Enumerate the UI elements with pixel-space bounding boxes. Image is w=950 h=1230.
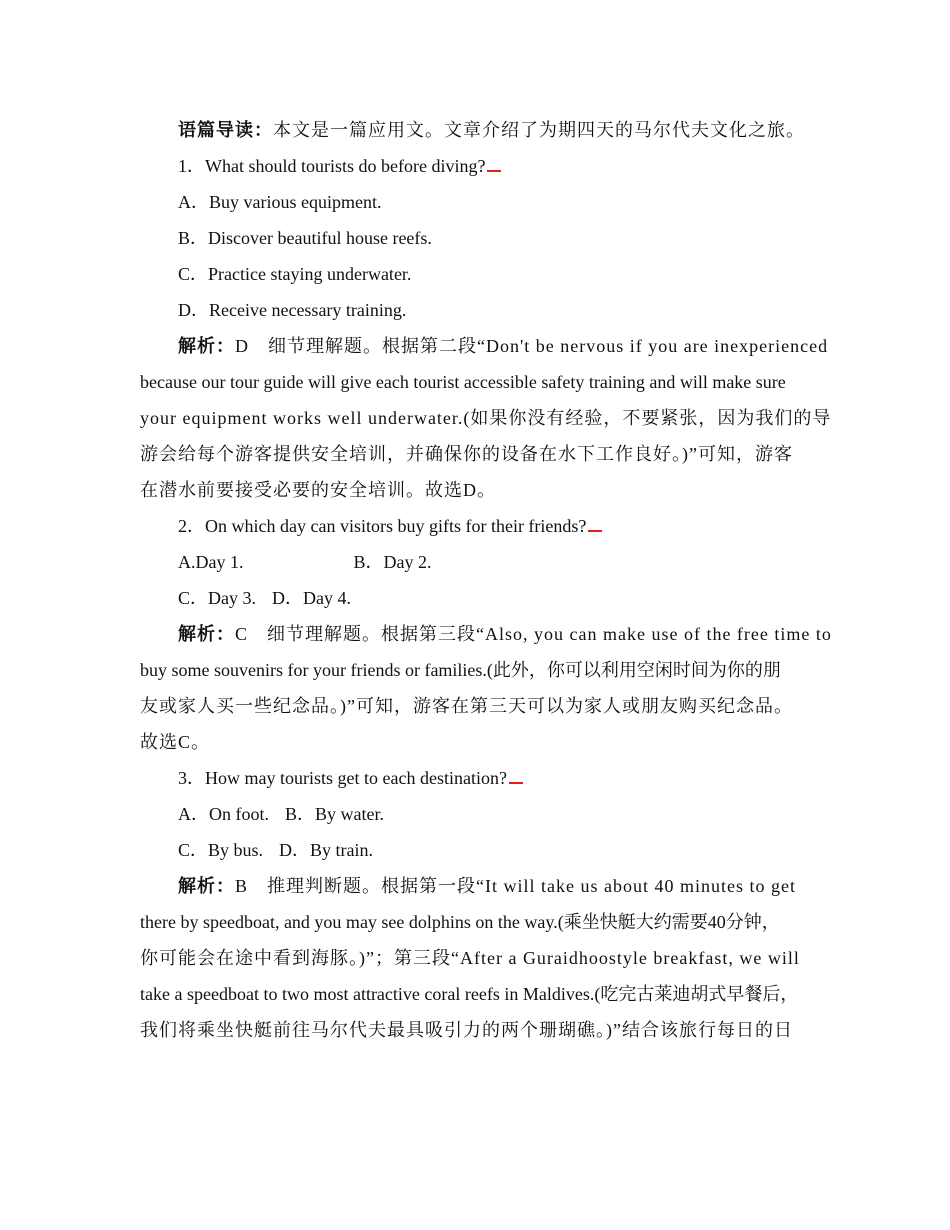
question-1-option-b: B．Discover beautiful house reefs. xyxy=(178,228,432,248)
analysis-text: B 推理判断题。根据第一段“It will take us about 40 minutes to get xyxy=(235,876,796,896)
question-2-stem xyxy=(140,508,812,544)
question-1-stem xyxy=(140,148,812,184)
question-3-options-row-1 xyxy=(140,796,812,832)
question-2-option-d: D．Day 4. xyxy=(272,588,351,608)
question-1-analysis-line-2: because our tour guide will give each tourist accessible safety training and will make sure xyxy=(140,372,786,392)
answer-blank-3 xyxy=(509,768,523,784)
analysis-label: 解析： xyxy=(178,624,235,644)
question-2-analysis-line-2: buy some souvenirs for your friends or families.(此外，你可以利用空闲时间为你的朋 xyxy=(140,660,781,680)
question-2-option-c: C．Day 3. xyxy=(178,588,256,608)
question-2-option-a: A.Day 1. xyxy=(178,552,244,572)
question-2-options-row-1 xyxy=(140,544,812,580)
question-1-analysis-line-3: your equipment works well underwater.(如果你没有经验，不要紧张，因为我们的导 xyxy=(140,408,832,428)
question-2-analysis-line-3: 友或家人买一些纪念品。)”可知，游客在第三天可以为家人或朋友购买纪念品。 xyxy=(140,696,793,716)
analysis-text: D 细节理解题。根据第二段“Don't be nervous if you are inexperienced xyxy=(235,336,829,356)
document-page xyxy=(140,112,832,1048)
reading-guide-label: 语篇导读： xyxy=(178,120,273,140)
question-3-stem xyxy=(140,760,812,796)
question-3-options-row-2 xyxy=(140,832,812,868)
reading-guide xyxy=(140,112,812,148)
question-2-analysis-line-1 xyxy=(140,616,832,652)
analysis-text: C 细节理解题。根据第三段“Also, you can make use of the free time to xyxy=(235,624,832,644)
question-1-option-d: D．Receive necessary training. xyxy=(178,300,407,320)
question-3-analysis-line-5: 我们将乘坐快艇前往马尔代夫最具吸引力的两个珊瑚礁。)”结合该旅行每日的日 xyxy=(140,1020,793,1040)
question-3-option-c: C．By bus. xyxy=(178,840,264,860)
question-3-analysis-line-2: there by speedboat, and you may see dolphins on the way.(乘坐快艇大约需要40分钟， xyxy=(140,912,780,932)
question-3-option-a: A．On foot. xyxy=(178,804,269,824)
question-1-option-c: C．Practice staying underwater. xyxy=(178,264,412,284)
question-2-options-row-2 xyxy=(140,580,812,616)
answer-blank-1 xyxy=(487,156,501,172)
question-3-text: 3．How may tourists get to each destination? xyxy=(178,768,507,788)
question-3-option-b: B．By water. xyxy=(285,804,384,824)
question-2-option-b: B．Day 2. xyxy=(353,552,432,572)
question-3-analysis-line-1 xyxy=(140,868,812,904)
question-1-analysis-line-5: 在潜水前要接受必要的安全培训。故选D。 xyxy=(140,480,496,500)
question-1-option-a: A．Buy various equipment. xyxy=(178,192,382,212)
question-3-option-d: D．By train. xyxy=(279,840,374,860)
question-2-text: 2．On which day can visitors buy gifts for their friends? xyxy=(178,516,587,536)
question-3-analysis-line-4: take a speedboat to two most attractive coral reefs in Maldives.(吃完古莱迪胡式早餐后， xyxy=(140,984,799,1004)
answer-blank-2 xyxy=(588,516,602,532)
question-1-analysis-line-1 xyxy=(140,328,829,364)
question-2-analysis-line-4: 故选C。 xyxy=(140,732,211,752)
reading-guide-text: 本文是一篇应用文。文章介绍了为期四天的马尔代夫文化之旅。 xyxy=(273,120,805,140)
question-1-analysis-line-4: 游会给每个游客提供安全培训，并确保你的设备在水下工作良好。)”可知，游客 xyxy=(140,444,793,464)
question-3-analysis-line-3: 你可能会在途中看到海豚。)”；第三段“After a Guraidhoostyle breakfast, we will xyxy=(140,948,800,968)
question-1-text: 1．What should tourists do before diving? xyxy=(178,156,486,176)
analysis-label: 解析： xyxy=(178,336,235,356)
analysis-label: 解析： xyxy=(178,876,235,896)
